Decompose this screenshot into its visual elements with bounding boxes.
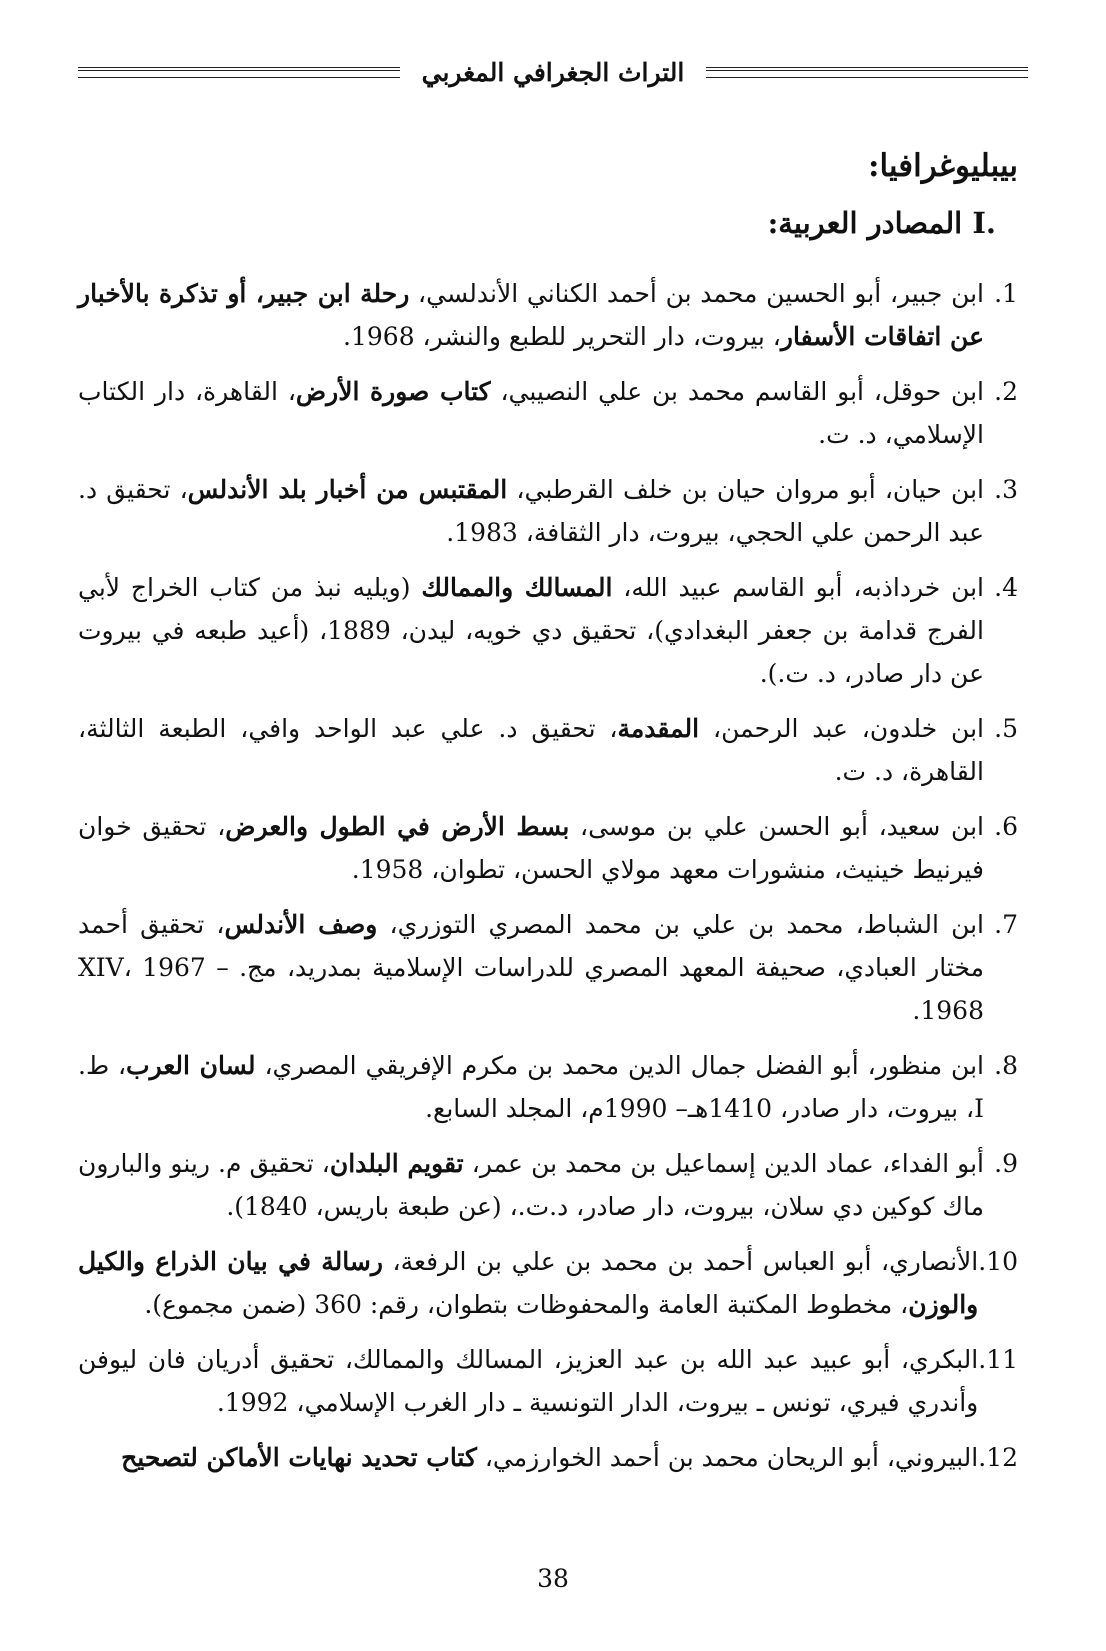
reference-segment: ، تحقيق د. عبد الرحمن علي الحجي، بيروت، دار الثقافة، 1983. <box>78 475 984 547</box>
reference-number: 4. <box>994 573 1018 602</box>
reference-segment: ، القاهرة، دار الكتاب الإسلامي، د. ت. <box>78 377 984 449</box>
running-header-title: التراث الجغرافي المغربي <box>421 57 685 87</box>
running-header <box>78 52 1028 92</box>
reference-text <box>78 1044 984 1130</box>
reference-segment: ، بيروت، دار التحرير للطبع والنشر، 1968. <box>343 322 781 351</box>
reference-item <box>78 272 1018 358</box>
reference-number: 9. <box>994 1149 1018 1178</box>
reference-segment: ابن حوقل، أبو القاسم محمد بن علي النصيبي، <box>490 377 984 406</box>
reference-segment: الأنصاري، أبو العباس أحمد بن محمد بن علي بن الرفعة، <box>382 1247 979 1276</box>
reference-segment: ابن خرداذبه، أبو القاسم عبيد الله، <box>612 573 984 602</box>
reference-text <box>78 903 984 1032</box>
reference-text <box>78 468 984 554</box>
reference-number: 10. <box>978 1247 1018 1276</box>
reference-segment: ، مخطوط المكتبة العامة والمحفوظات بتطوان، رقم: 360 (ضمن مجموع). <box>144 1290 909 1319</box>
reference-item <box>78 468 1018 554</box>
reference-number: 12. <box>978 1443 1018 1472</box>
reference-number: 1. <box>994 279 1018 308</box>
reference-segment: ، ط. I، بيروت، دار صادر، 1410هـ– 1990م، المجلد السابع. <box>78 1051 984 1123</box>
reference-text <box>78 1142 984 1228</box>
bibliography-heading: بيبليوغرافيا: <box>868 148 1018 184</box>
reference-segment: البكري، أبو عبيد عبد الله بن عبد العزيز، المسالك والممالك، تحقيق أدريان فان ليوفن وأندري فيري، تونس ـ بيروت، الدار التونسية ـ دار الغرب الإسلامي، 1992. <box>78 1345 979 1417</box>
reference-text <box>78 805 984 891</box>
reference-item <box>78 1240 1018 1326</box>
reference-segment: ، تحقيق د. علي عبد الواحد وافي، الطبعة الثالثة، القاهرة، د. ت. <box>78 714 984 786</box>
section-number: I. <box>972 206 996 240</box>
reference-text <box>78 272 984 358</box>
reference-segment: ابن الشباط، محمد بن علي بن محمد المصري التوزري، <box>377 910 984 939</box>
section-label: المصادر العربية: <box>767 206 963 240</box>
reference-title: كتاب تحديد نهايات الأماكن لتصحيح <box>121 1443 477 1472</box>
reference-text <box>78 1436 978 1479</box>
reference-segment: ابن سعيد، أبو الحسن علي بن موسى، <box>569 812 984 841</box>
reference-segment: ابن خلدون، عبد الرحمن، <box>699 714 984 743</box>
reference-number: 8. <box>994 1051 1018 1080</box>
reference-title: وصف الأندلس <box>224 910 378 939</box>
page-number: 38 <box>537 1564 569 1593</box>
reference-title: كتاب صورة الأرض <box>295 377 491 406</box>
reference-segment: ، تحقيق أحمد مختار العبادي، صحيفة المعهد المصري للدراسات الإسلامية بمدريد، مج. XIV، 1967 – 1968. <box>78 910 984 1025</box>
reference-number: 5. <box>994 714 1018 743</box>
reference-segment: ابن منظور، أبو الفضل جمال الدين محمد بن مكرم الإفريقي المصري، <box>255 1051 984 1080</box>
reference-title: المسالك والممالك <box>421 573 613 602</box>
reference-text <box>78 1240 978 1326</box>
reference-number: 2. <box>994 377 1018 406</box>
reference-text <box>78 370 984 456</box>
reference-number: 6. <box>994 812 1018 841</box>
reference-segment: أبو الفداء، عماد الدين إسماعيل بن محمد بن عمر، <box>463 1149 984 1178</box>
reference-title: تقويم البلدان <box>329 1149 464 1178</box>
reference-text <box>78 1338 978 1424</box>
reference-item <box>78 707 1018 793</box>
reference-text <box>78 566 984 695</box>
reference-segment: ، تحقيق م. رينو والبارون ماك كوكين دي سلان، بيروت، دار صادر، د.ت.، (عن طبعة باريس، 1840). <box>78 1149 984 1221</box>
reference-number: 11. <box>978 1345 1018 1374</box>
reference-item <box>78 1338 1018 1424</box>
reference-number: 7. <box>994 910 1018 939</box>
reference-item <box>78 1142 1018 1228</box>
reference-segment: البيروني، أبو الريحان محمد بن أحمد الخوارزمي، <box>476 1443 979 1472</box>
reference-list <box>78 272 1018 1491</box>
reference-item <box>78 370 1018 456</box>
reference-title: بسط الأرض في الطول والعرض <box>225 812 570 841</box>
header-rule-right <box>706 67 1028 78</box>
reference-segment: ، تحقيق خوان فيرنيط خينيث، منشورات معهد مولاي الحسن، تطوان، 1958. <box>78 812 984 884</box>
reference-item <box>78 566 1018 695</box>
section-heading <box>768 206 996 240</box>
reference-item <box>78 1044 1018 1130</box>
reference-text <box>78 707 984 793</box>
reference-title: المقتبس من أخبار بلد الأندلس <box>187 475 508 504</box>
reference-title: المقدمة <box>617 714 700 743</box>
reference-item <box>78 903 1018 1032</box>
reference-item <box>78 805 1018 891</box>
reference-segment: ابن جبير، أبو الحسين محمد بن أحمد الكناني الأندلسي، <box>409 279 984 308</box>
reference-number: 3. <box>994 475 1018 504</box>
header-rule-left <box>78 67 400 78</box>
reference-segment: (ويليه نبذ من كتاب الخراج لأبي الفرج قدامة بن جعفر البغدادي)، تحقيق دي خويه، ليدن، 1889، (أعيد طبعه في بيروت عن دار صادر، د. ت.). <box>78 573 984 688</box>
reference-title: رسالة في بيان الذراع والكيل والوزن <box>78 1247 979 1319</box>
reference-title: لسان العرب <box>126 1051 256 1080</box>
reference-segment: ابن حيان، أبو مروان حيان بن خلف القرطبي، <box>507 475 984 504</box>
reference-title: رحلة ابن جبير، أو تذكرة بالأخبار عن اتفاقات الأسفار <box>78 279 984 351</box>
reference-item <box>78 1436 1018 1479</box>
